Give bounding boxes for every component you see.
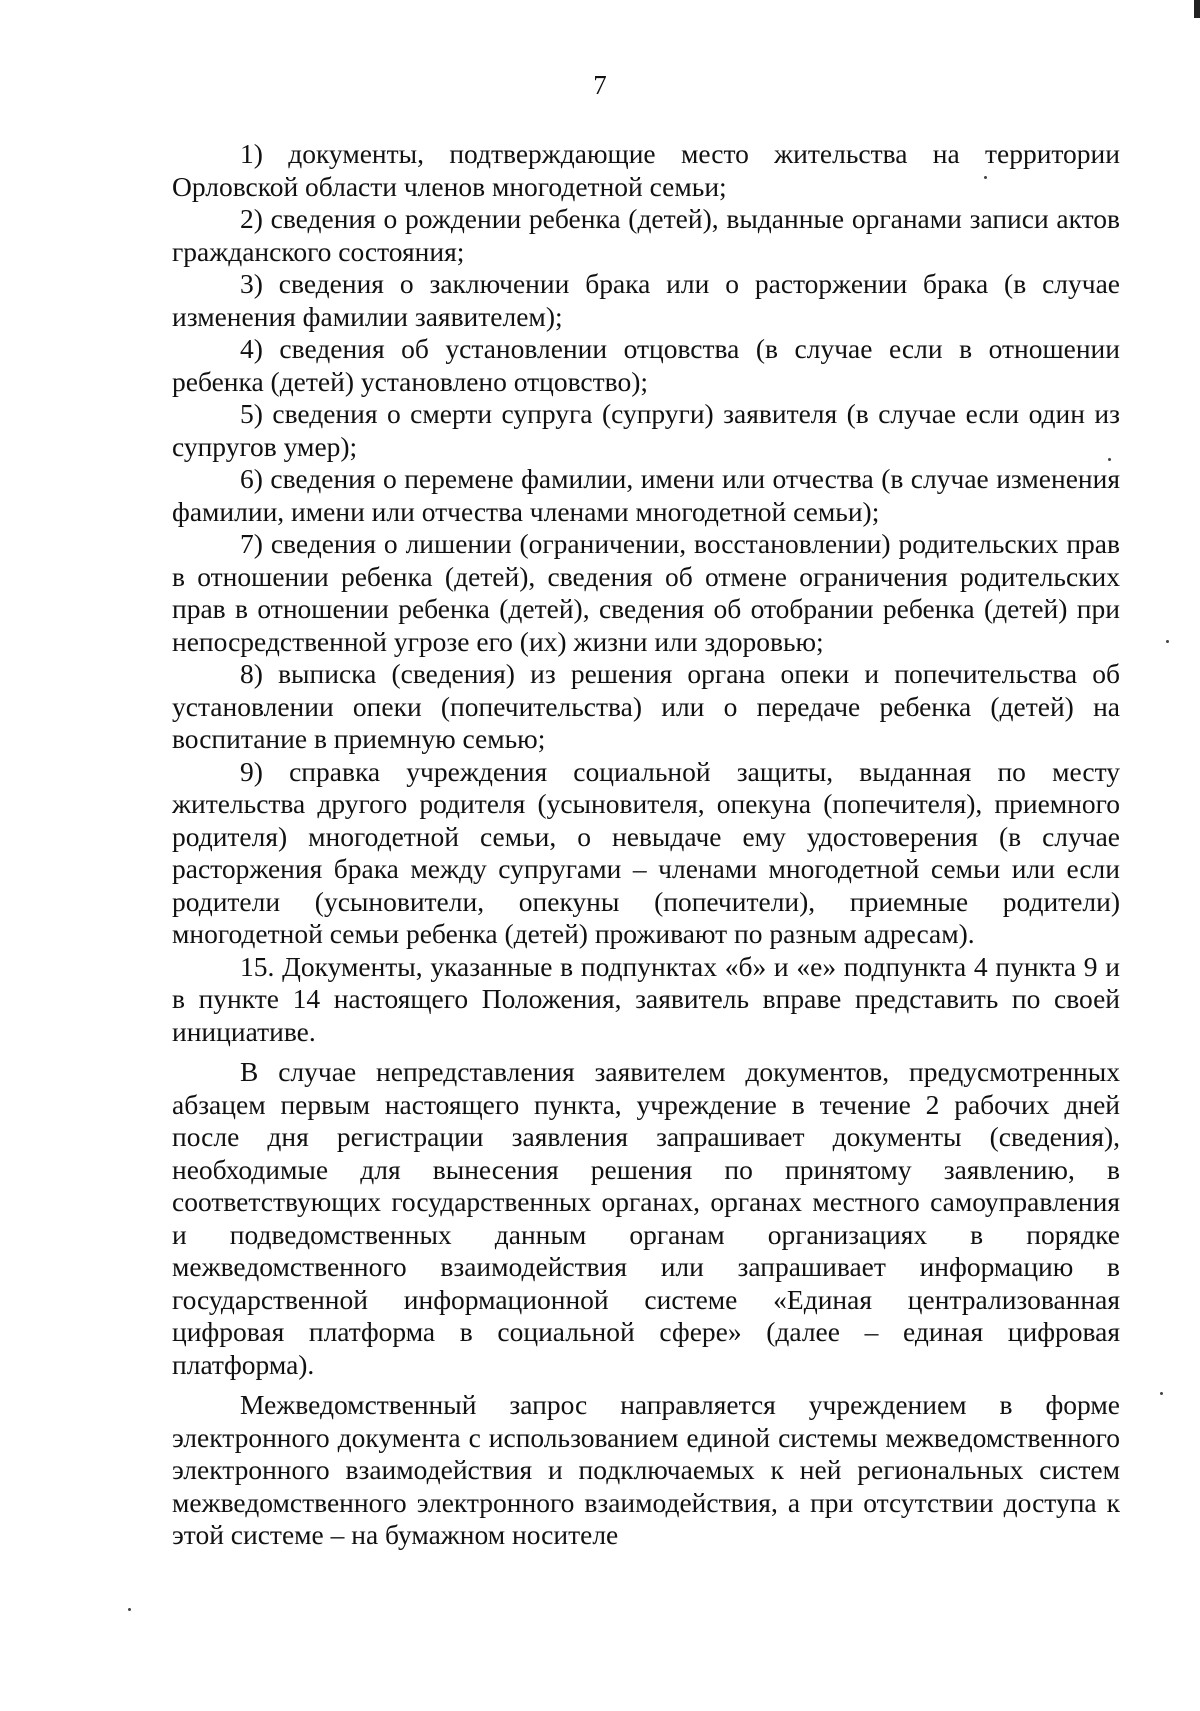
paragraph: 2) сведения о рождении ребенка (детей), выданные органами записи актов гражданского состояния; — [172, 203, 1120, 267]
paragraph: 9) справка учреждения социальной защиты, выданная по месту жительства другого родителя (усыновителя, опекуна (попечителя), приемного родителя) многодетной семьи, о невыдаче ему удостоверения (в случае расторжения брака между супругами – членами многодетной семьи или если родители (усыновители, опекуны (попечители), приемные родители) многодетной семьи ребенка (детей) проживают по разным адресам). — [172, 755, 1120, 949]
paragraph: 1) документы, подтверждающие место жительства на территории Орловской области членов многодетной семьи; — [172, 138, 1120, 202]
paragraph: 3) сведения о заключении брака или о расторжении брака (в случае изменения фамилии заявителем); — [172, 268, 1120, 332]
scan-artifact-mark — [1194, 0, 1200, 18]
paragraph: Межведомственный запрос направляется учреждением в форме электронного документа с использованием единой системы межведомственного электронного взаимодействия и подключаемых к ней региональных систем межведомственного электронного взаимодействия, а при отсутствии доступа к этой системе – на бумажном носителе — [172, 1389, 1120, 1550]
paragraph: 7) сведения о лишении (ограничении, восстановлении) родительских прав в отношении ребенка (детей), сведения об отмене ограничения родительских прав в отношении ребенка (детей), сведения об отобрании ребенка (детей) при непосредственной угрозе его (их) жизни или здоровью; — [172, 528, 1120, 657]
scan-artifact-dot — [128, 1608, 131, 1611]
paragraph: В случае непредставления заявителем документов, предусмотренных абзацем первым настоящего пункта, учреждение в течение 2 рабочих дней после дня регистрации заявления запрашивает документы (сведения), необходимые для вынесения решения по принятому заявлению, в соответствующих государственных органах, органах местного самоуправления и подведомственных данным органам организациях в порядке межведомственного взаимодействия или запрашивает информацию в государственной информационной системе «Единая централизованная цифровая платформа в социальной сфере» (далее – единая цифровая платформа). — [172, 1056, 1120, 1380]
scan-artifact-dot — [1166, 640, 1169, 643]
paragraph: 4) сведения об установлении отцовства (в случае если в отношении ребенка (детей) установлено отцовство); — [172, 333, 1120, 397]
page-number: 7 — [593, 70, 607, 100]
paragraph: 5) сведения о смерти супруга (супруги) заявителя (в случае если один из супругов умер); — [172, 398, 1120, 462]
document-body — [172, 138, 1120, 1552]
paragraph: 15. Документы, указанные в подпунктах «б» и «е» подпункта 4 пункта 9 и в пункте 14 настоящего Положения, заявитель вправе представить по своей инициативе. — [172, 950, 1120, 1047]
paragraph: 6) сведения о перемене фамилии, имени или отчества (в случае изменения фамилии, имени или отчества членами многодетной семьи); — [172, 463, 1120, 527]
scan-artifact-dot — [1160, 1392, 1163, 1395]
paragraph: 8) выписка (сведения) из решения органа опеки и попечительства об установлении опеки (попечительства) или о передаче ребенка (детей) на воспитание в приемную семью; — [172, 658, 1120, 754]
